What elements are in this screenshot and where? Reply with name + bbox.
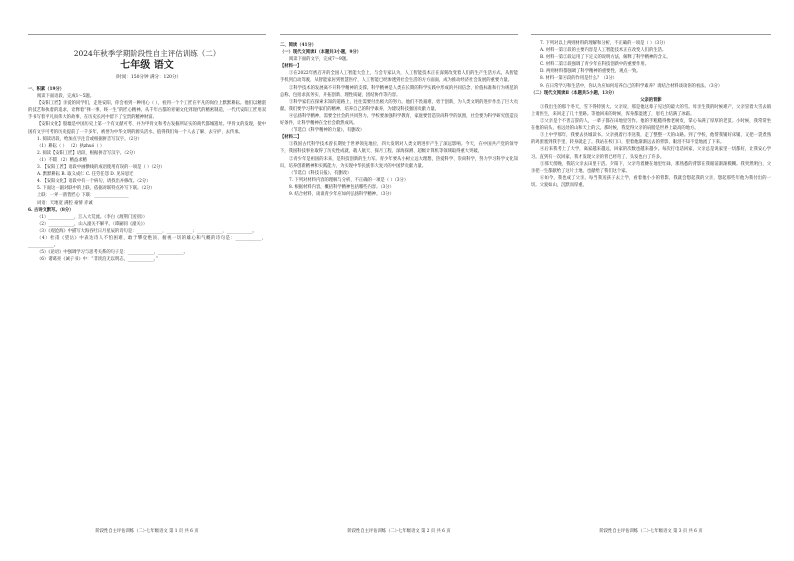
top-rule-middle: [280, 34, 518, 35]
paragraph: ③科学家们在探索未知的道路上，往往需要付出极大的努力。他们不畏艰难，勇于创新，为人类文明的进步作出了巨大贡献。我们要学习科学家们的精神，培养自己的科学素养，为建设科技强国贡献力量。: [280, 99, 518, 112]
paragraph: （3）《观沧海》中描写大海吞吐日月星辰的诗句是：____________，____________；____________，____________。: [37, 228, 257, 234]
section-heading: 一、积累（19分）: [28, 87, 65, 92]
paragraph: 【安阳文化】殷墟是中国历史上第一个有文献可考、并为甲骨文和考古发掘所证实的商代都城遗址。甲骨文的发现，使中国有文字可考的历史提前了一千多年，被誉为中华文明的源头活水，值得我们每一个人去了解、去守护、去传承。: [28, 122, 266, 135]
paragraph: （1）不辍 （2）精益求精: [37, 157, 87, 163]
page-footer-1: 阶段性自主评估训练（二）·七年级语文 第 1 页 共 6 页: [95, 529, 199, 534]
paragraph: ⑤那天傍晚，我陪父亲去田里干活。夕阳下，父亲弯着腰在地里忙碌，那熟悉的背影在我眼前渐渐模糊。我突然明白，父亲把一生都献给了这片土地，也献给了我们这个家。: [531, 161, 771, 174]
paragraph: （6）诸葛亮《诫子书》中：“非淡泊无以明志，____________。”: [37, 257, 158, 263]
paragraph: （1）____________，江入大荒流。（李白《渡荆门送别》）: [37, 214, 148, 220]
column-1: [28, 86, 266, 526]
paragraph: 8. 根据材料内容，概括科学精神包括哪些内容。（3分）: [289, 184, 394, 190]
paragraph: 【安阳工匠】亲爱的同学们，走进安阳，你会看到一种用心（ ），看到一个个工匠在平凡的岗位上默默耕耘。他们以精湛的技艺和执着的追求，诠释着“择一事，终一生”的匠心精神。从千年古都的青铜文化到现代的精密制造，一代代安阳工匠用双手书写着平凡而伟大的故事，在历史长河中留下了宝贵的精神财富。: [28, 101, 266, 121]
paragraph: （4）杜甫《望岳》中表达诗人不怕困难、敢于攀登绝顶、俯视一切的雄心和气概的诗句是：____________，____________。: [28, 235, 266, 249]
paragraph: ④后来我考上了大学，离家越来越远，回家的次数也越来越少。每次打电话回家，父亲总是说家里一切都好，让我安心学习。直到有一次回家，我才发现父亲的背已经弯了，头发也白了许多。: [531, 147, 771, 160]
paragraph: 5. 下面这一副对联中的上联，依据对联特点补写下联。（2分）: [37, 186, 155, 192]
paragraph: （5）《论语》中强调学习与思考关系的句子是：____________，____________。: [37, 250, 188, 256]
paragraph: 阅读下面的文字，完成7～9题。: [289, 57, 351, 63]
paragraph: ③上中学那年，我要去县城读书。父亲挑着行李送我，走了整整一天的山路。到了学校，他帮我铺好床铺，又把一袋煮熟的鸡蛋塞到我手里，转身就走了。我站在校门口，望着他渐渐远去的背影，眼泪不知不觉地流了下来。: [531, 133, 771, 146]
paragraph: 9. 在日常学习和生活中，你认为应如何培养自己的科学素养？请结合材料谈谈你的看法。（3分）: [540, 83, 723, 89]
top-rule-right: [531, 34, 771, 35]
exam-meta: （时间：150分钟 满分：120分）: [112, 75, 182, 80]
paragraph: 4. 【安阳文化】语段中有一个病句，请找出并修改。（2分）: [37, 179, 151, 185]
section-heading: 二、阅读（41分）: [280, 43, 317, 48]
paragraph: 上联：一斧一凿皆匠心 下联：________________: [37, 193, 129, 199]
paragraph: ④弘扬科学精神，需要全社会的共同努力。学校要加强科学教育，家庭要营造崇尚科学的氛围，社会要为科学研究创造良好条件，让科学精神在全社会蔚然成风。: [280, 113, 518, 127]
exam-title: 2024年秋季学期阶段性自主评估训练（二）: [73, 49, 221, 58]
paragraph: （1）耕耘（ ） （2）执zhuó（ ）: [37, 143, 105, 149]
paragraph: 1. 阅读语段，给加点字注音或根据拼音写汉字。（2分）: [37, 136, 142, 142]
paragraph: 2. 阅读【安阳工匠】语段，根据拼音写汉字。（2分）: [37, 150, 138, 156]
paragraph: 7. 下列对材料内容的理解与分析，不正确的一项是（ ）（3分）: [289, 177, 409, 183]
column-3: [531, 40, 771, 525]
paragraph: ②青少年是祖国的未来，是科技创新的生力军。青少年要从小树立远大理想，热爱科学、崇尚科学，努力学习科学文化知识，培养创新精神和实践能力，为实现中华民族伟大复兴的中国梦贡献力量。: [280, 156, 518, 169]
paragraph: D. 两则材料都强调了科学精神的重要性，观点一致。: [540, 69, 641, 75]
section-heading: 6. 古诗文默写。（8分）: [28, 207, 74, 213]
paragraph: 阅读下面语段，完成1～5题。: [37, 94, 95, 100]
paragraph: ②科学技术的发展离不开科学精神的支撑。科学精神是人类在长期的科学实践中形成的共同信念、价值标准和行为规范的总称，包括求真务实、开拓创新、理性质疑、团结协作等内容。: [280, 85, 518, 98]
paragraph: 7. 下列对以上两则材料的理解和分析，不正确的一项是（ ）（3分）: [540, 41, 668, 46]
paragraph: ①我国古代科学技术曾长期处于世界领先地位，四大发明对人类文明进步产生了深远影响。今天，在中国共产党的领导下，我国科技事业取得了历史性成就，载人航天、探月工程、深海探测、超级计算机等领域取得重大突破。: [280, 142, 518, 155]
paragraph: （节选自《科技日报》，有删改）: [289, 170, 352, 176]
paragraph: 8. 材料一第④段的作用是什么？（3分）: [540, 76, 617, 82]
paragraph: ①我出生的那个冬天，雪下得特别大。父亲说，那是他这辈子见过的最大的雪。母亲生我的时候难产，父亲冒着大雪去镇上请医生，来回走了几十里路。等他回来的时候，浑身都湿透了，眉毛上结满了冰霜。: [531, 104, 771, 117]
section-heading: （一）现代文阅读Ⅰ（本题共3小题，9分）: [280, 50, 362, 56]
paragraph: （节选自《科学精神的力量》，有删改）: [289, 128, 365, 134]
top-rule-left: [28, 34, 266, 35]
paragraph: B. 材料一第②段运用了下定义的说明方法，解释了科学精神的含义。: [540, 55, 671, 61]
page-footer-2: 阶段性自主评估训练（二）·七年级语文 第 2 页 共 6 页: [347, 529, 451, 534]
section-heading: 父亲的背影: [640, 97, 662, 103]
exam-subtitle: 七年级 语文: [120, 60, 174, 71]
section-heading: （二）现代文阅读Ⅱ（本题共5小题，13分）: [531, 90, 617, 96]
section-heading: 【材料二】: [280, 135, 302, 141]
section-heading: 【材料一】: [280, 64, 302, 70]
paragraph: ①在2022年底召开的全国人工智能大会上，与会专家认为，人工智能技术正在深刻改变着人们的生产生活方式。从智能手机到自动驾驶，从智能家居到智慧医疗，人工智能已经渗透到社会生活的方方面面，成为推动经济社会发展的重要力量。: [280, 71, 518, 84]
paragraph: ⑥如今，我也成了父亲。每当我送孩子去上学，看着他小小的背影，我就会想起我的父亲，想起那些年他为我付出的一切。父爱如山，沉默而厚重。: [531, 175, 771, 188]
paragraph: 9. 结合材料，谈谈青少年应如何弘扬科学精神。（3分）: [289, 191, 394, 197]
paragraph: C. 材料二第②段强调了青少年在科技创新中的重要作用。: [540, 62, 649, 68]
paragraph: A. 材料一第①段的主要内容是人工智能技术正在改变人们的生活。: [540, 48, 667, 54]
paragraph: 3. 【安阳工匠】语段中画横线的成语使用有误的一项是（ ）（2分）: [37, 165, 165, 171]
paragraph: （2）____________，山入潼关不解平。（谭嗣同《潼关》）: [37, 221, 148, 227]
page-footer-3: 阶段性自主评估训练（二）·七年级语文 第 3 页 共 6 页: [599, 529, 703, 534]
paragraph: A. 默默耕耘 B. 取义成仁 C. 任劳任怨 D. 见异思迁: [37, 172, 134, 178]
paragraph: ②父亲是个不善言辞的人，一辈子都在田地里劳作。他的手粗糙得像老树皮，掌心布满了厚厚的老茧。小时候，我常常坐在他的肩头，看远处的山和天上的云。那时候，我觉得父亲的肩膀是世界上最高的地方。: [531, 119, 771, 132]
paragraph: 词语：天地宽 满腔 豪情 赤诚: [37, 200, 93, 206]
column-2: [280, 42, 518, 527]
